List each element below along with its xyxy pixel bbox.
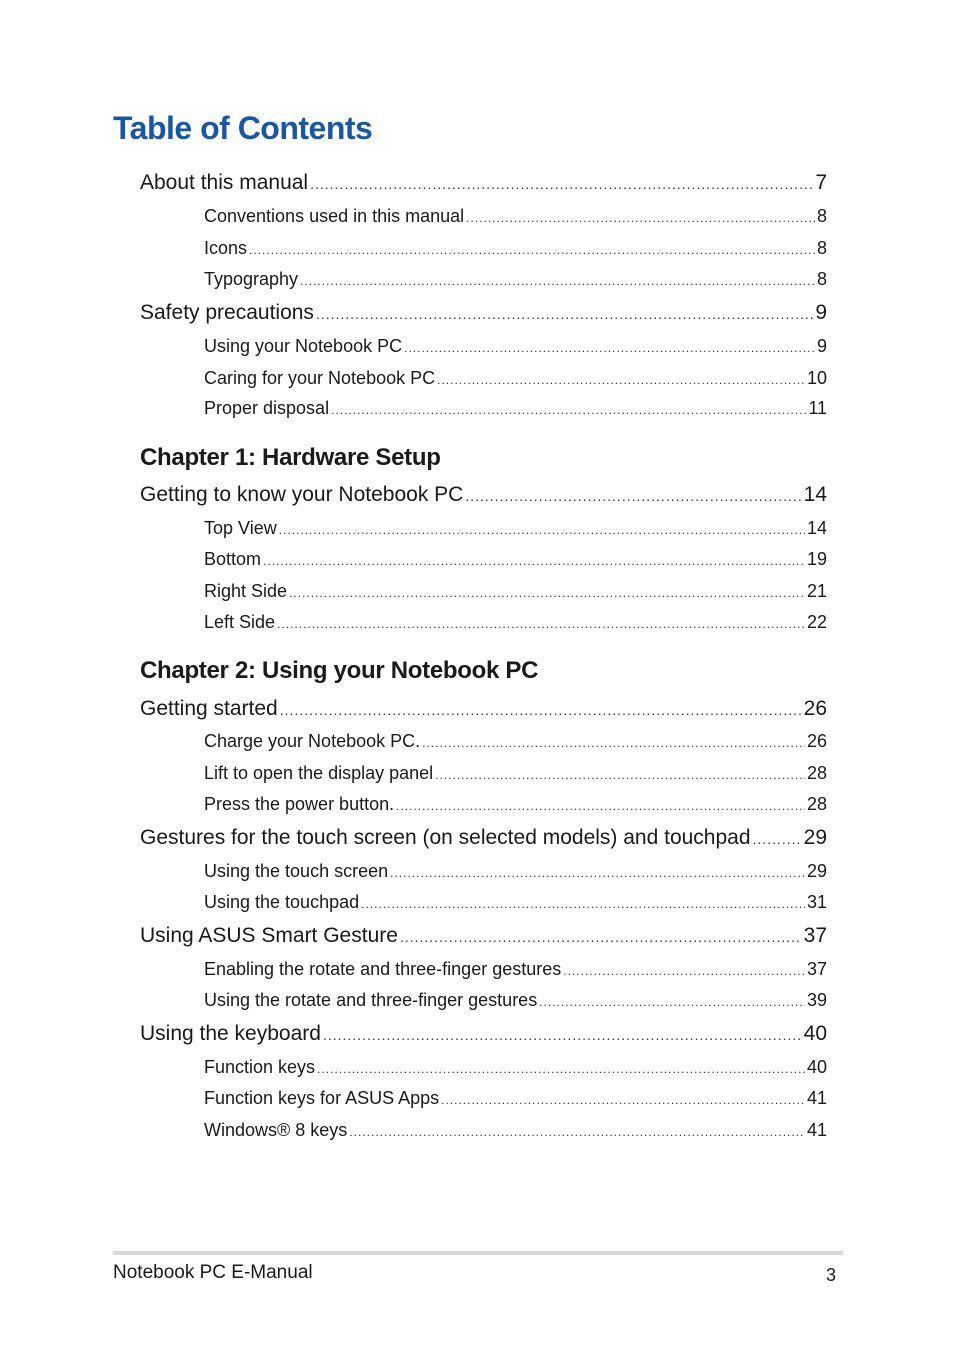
toc-subentry[interactable] (204, 1057, 827, 1081)
toc-entry[interactable] (140, 1022, 827, 1048)
dot-leader (466, 211, 815, 225)
dot-leader (396, 799, 805, 813)
dot-leader (539, 995, 805, 1009)
toc-entry[interactable] (140, 483, 827, 509)
toc-entry-page: 11 (808, 398, 827, 418)
toc-entry-page: 21 (806, 581, 827, 601)
toc-entry[interactable] (140, 924, 827, 950)
toc-subentry[interactable] (204, 206, 827, 230)
toc-entry-page: 28 (806, 763, 827, 783)
toc-entry-title: Charge your Notebook PC. (204, 731, 421, 751)
dot-leader (404, 341, 815, 355)
toc-entry[interactable] (140, 826, 827, 852)
dot-leader (361, 897, 805, 911)
toc-entry-title: Right Side (204, 581, 288, 601)
dot-leader (263, 554, 805, 568)
toc-entry-title: Windows® 8 keys (204, 1120, 348, 1140)
toc-entry[interactable] (140, 171, 827, 197)
toc-entry-title: Function keys for ASUS Apps (204, 1088, 440, 1108)
toc-entry-page: 37 (803, 924, 827, 947)
toc-subentry[interactable] (204, 336, 827, 360)
toc-entry-page: 41 (806, 1088, 827, 1108)
dot-leader (437, 373, 805, 387)
toc-entry-page: 26 (803, 697, 827, 720)
toc-entry-title: Getting started (140, 697, 278, 720)
toc-entry-page: 14 (806, 518, 827, 538)
toc-subentry[interactable] (204, 238, 827, 262)
toc-subentry[interactable] (204, 1088, 827, 1112)
toc-entry-title: Using the keyboard (140, 1022, 321, 1045)
toc-entry-title: Caring for your Notebook PC (204, 368, 436, 388)
toc-entry-title: Using the touch screen (204, 861, 389, 881)
dot-leader (441, 1093, 805, 1107)
toc-entry-title: Safety precautions (140, 301, 314, 324)
dot-leader (310, 176, 813, 192)
toc-entry-title: Icons (204, 238, 248, 258)
toc-entry-page: 9 (816, 336, 827, 356)
toc-entry-title: Conventions used in this manual (204, 206, 465, 226)
toc-entry-page: 26 (806, 731, 827, 751)
toc-entry-page: 14 (803, 483, 827, 506)
toc-subentry[interactable] (204, 1120, 827, 1144)
toc-entry-page: 8 (816, 269, 827, 289)
toc-entry-page: 9 (815, 301, 827, 324)
dot-leader (300, 274, 815, 288)
toc-entry-title: Using the touchpad (204, 892, 360, 912)
toc-subentry[interactable] (204, 990, 827, 1014)
toc-entry-page: 40 (803, 1022, 827, 1045)
footer-divider (113, 1251, 843, 1255)
dot-leader (317, 1062, 805, 1076)
dot-leader (289, 586, 805, 600)
toc-entry-page: 7 (815, 171, 827, 194)
footer-page-number: 3 (826, 1265, 837, 1285)
toc-entry-page: 22 (806, 612, 827, 632)
toc-entry-title: Proper disposal (204, 398, 330, 418)
toc-entry-title: Press the power button. (204, 794, 395, 814)
toc-entry[interactable] (140, 301, 827, 327)
dot-leader (279, 523, 805, 537)
dot-leader (277, 617, 805, 631)
chapter-heading: Chapter 1: Hardware Setup (140, 444, 441, 471)
toc-entry[interactable] (140, 697, 827, 723)
toc-entry-page: 28 (806, 794, 827, 814)
dot-leader (563, 964, 805, 978)
dot-leader (331, 403, 806, 417)
toc-entry-title: Using ASUS Smart Gesture (140, 924, 398, 947)
toc-entry-title: Enabling the rotate and three-finger gestures (204, 959, 562, 979)
dot-leader (323, 1027, 802, 1043)
toc-entry-title: Lift to open the display panel (204, 763, 434, 783)
dot-leader (280, 702, 802, 718)
toc-entry-title: Getting to know your Notebook PC (140, 483, 464, 506)
dot-leader (249, 243, 815, 257)
dot-leader (465, 488, 801, 504)
toc-subentry[interactable] (204, 518, 827, 542)
toc-subentry[interactable] (204, 612, 827, 636)
toc-entry-title: Function keys (204, 1057, 316, 1077)
dot-leader (435, 768, 805, 782)
toc-entry-title: About this manual (140, 171, 309, 194)
toc-entry-title: Gestures for the touch screen (on selected models) and touchpad (140, 826, 751, 849)
toc-subentry[interactable] (204, 398, 827, 422)
toc-entry-title: Using your Notebook PC (204, 336, 403, 356)
toc-entry-title: Left Side (204, 612, 276, 632)
toc-entry-page: 19 (806, 549, 827, 569)
toc-entry-page: 40 (806, 1057, 827, 1077)
dot-leader (422, 736, 805, 750)
toc-subentry[interactable] (204, 368, 827, 392)
toc-subentry[interactable] (204, 959, 827, 983)
dot-leader (400, 929, 802, 945)
toc-entry-title: Typography (204, 269, 299, 289)
toc-entry-page: 10 (806, 368, 827, 388)
page-title: Table of Contents (113, 110, 373, 146)
toc-entry-page: 39 (806, 990, 827, 1010)
toc-entry-title: Top View (204, 518, 277, 538)
toc-subentry[interactable] (204, 763, 827, 787)
toc-entry-page: 29 (806, 861, 827, 881)
toc-entry-title: Using the rotate and three-finger gestures (204, 990, 538, 1010)
toc-entry-page: 8 (816, 238, 827, 258)
toc-subentry[interactable] (204, 581, 827, 605)
dot-leader (349, 1125, 805, 1139)
toc-subentry[interactable] (204, 549, 827, 573)
toc-entry-page: 41 (806, 1120, 827, 1140)
dot-leader (753, 831, 802, 847)
chapter-heading: Chapter 2: Using your Notebook PC (140, 657, 539, 684)
toc-subentry[interactable] (204, 731, 827, 755)
toc-subentry[interactable] (204, 861, 827, 885)
toc-subentry[interactable] (204, 794, 827, 818)
toc-entry-page: 37 (806, 959, 827, 979)
toc-subentry[interactable] (204, 892, 827, 916)
toc-entry-page: 8 (816, 206, 827, 226)
toc-entry-page: 29 (803, 826, 827, 849)
footer-manual-name: Notebook PC E-Manual (113, 1262, 313, 1283)
toc-entry-title: Bottom (204, 549, 262, 569)
toc-subentry[interactable] (204, 269, 827, 293)
toc-entry-page: 31 (806, 892, 827, 912)
dot-leader (316, 306, 813, 322)
dot-leader (390, 866, 805, 880)
